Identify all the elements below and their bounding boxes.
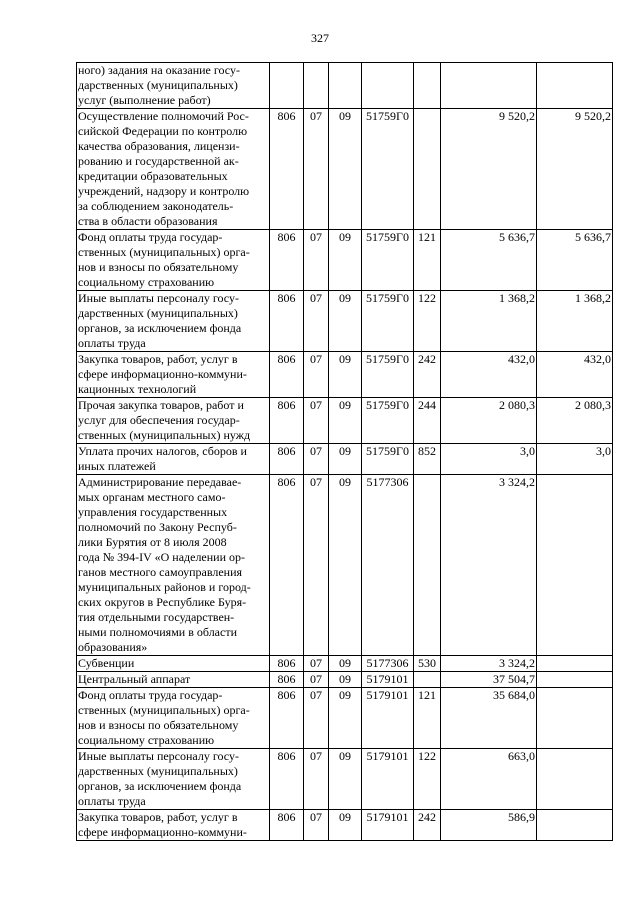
cell-item-name (77, 749, 270, 810)
cell-amount: 35 684,0 (441, 688, 537, 749)
cell-amount-2: 5 636,7 (537, 230, 613, 291)
item-name-line: рованию и государственной ак- (78, 154, 239, 168)
item-name-line: нов и взносы по обязательному (78, 718, 239, 732)
item-name-line: ственных (муниципальных) орга- (78, 703, 250, 717)
item-name-line: тия отдельными государствен- (78, 610, 235, 624)
cell-subsection: 09 (329, 230, 362, 291)
cell-ved: 806 (270, 398, 304, 444)
cell-amount: 5 636,7 (441, 230, 537, 291)
cell-section: 07 (304, 656, 329, 672)
cell-expense-type: 122 (414, 291, 441, 352)
cell-amount: 3,0 (441, 444, 537, 475)
cell-section: 07 (304, 230, 329, 291)
cell-amount-2 (537, 672, 613, 688)
cell-amount: 1 368,2 (441, 291, 537, 352)
cell-target-article (362, 63, 414, 109)
cell-target-article: 51759Г0 (362, 398, 414, 444)
budget-table (76, 62, 613, 841)
cell-ved: 806 (270, 109, 304, 230)
cell-amount: 3 324,2 (441, 656, 537, 672)
item-name-line: Закупка товаров, работ, услуг в (78, 810, 238, 824)
item-name-line: Фонд оплаты труда государ- (78, 230, 223, 244)
cell-amount: 586,9 (441, 810, 537, 841)
cell-ved: 806 (270, 230, 304, 291)
item-name-line: сфере информационно-коммуни- (78, 825, 247, 839)
cell-section: 07 (304, 475, 329, 656)
item-name-line: Иные выплаты персоналу госу- (78, 291, 239, 305)
cell-amount-2 (537, 688, 613, 749)
item-name-line: Субвенции (78, 656, 135, 670)
cell-subsection: 09 (329, 810, 362, 841)
item-name-line: Прочая закупка товаров, работ и (78, 398, 244, 412)
cell-target-article: 51759Г0 (362, 352, 414, 398)
item-name-line: Закупка товаров, работ, услуг в (78, 352, 238, 366)
cell-item-name (77, 688, 270, 749)
cell-expense-type (414, 672, 441, 688)
cell-target-article: 5179101 (362, 749, 414, 810)
cell-expense-type (414, 109, 441, 230)
cell-subsection: 09 (329, 749, 362, 810)
item-name-line: сийской Федерации по контролю (78, 124, 248, 138)
item-name-line: Уплата прочих налогов, сборов и (78, 444, 247, 458)
item-name-line: дарственных (муниципальных) (78, 306, 238, 320)
cell-amount-2 (537, 475, 613, 656)
cell-item-name (77, 444, 270, 475)
cell-amount (441, 63, 537, 109)
cell-section: 07 (304, 398, 329, 444)
table-row (77, 230, 613, 291)
item-name-line: ными полномочиями в области (78, 625, 237, 639)
cell-ved: 806 (270, 656, 304, 672)
cell-ved: 806 (270, 688, 304, 749)
item-name-line: кационных технологий (78, 382, 197, 396)
cell-amount-2: 2 080,3 (537, 398, 613, 444)
item-name-line: ного) задания на оказание госу- (78, 63, 240, 77)
cell-ved: 806 (270, 444, 304, 475)
cell-section: 07 (304, 291, 329, 352)
item-name-line: муниципальных районов и город- (78, 580, 251, 594)
table-row (77, 688, 613, 749)
cell-amount-2: 9 520,2 (537, 109, 613, 230)
cell-expense-type: 242 (414, 810, 441, 841)
cell-ved: 806 (270, 810, 304, 841)
cell-item-name (77, 230, 270, 291)
cell-amount: 2 080,3 (441, 398, 537, 444)
item-name-line: услуг (выполнение работ) (78, 93, 211, 107)
cell-subsection: 09 (329, 291, 362, 352)
table-row (77, 656, 613, 672)
cell-expense-type: 121 (414, 688, 441, 749)
item-name-line: кредитации образовательных (78, 169, 228, 183)
item-name-line: дарственных (муниципальных) (78, 78, 238, 92)
cell-section: 07 (304, 749, 329, 810)
item-name-line: лики Бурятия от 8 июля 2008 (78, 535, 227, 549)
item-name-line: оплаты труда (78, 336, 146, 350)
cell-amount: 9 520,2 (441, 109, 537, 230)
cell-section: 07 (304, 109, 329, 230)
cell-subsection: 09 (329, 109, 362, 230)
cell-ved: 806 (270, 352, 304, 398)
item-name-line: органов, за исключением фонда (78, 321, 242, 335)
cell-target-article: 5177306 (362, 475, 414, 656)
cell-target-article: 5179101 (362, 810, 414, 841)
item-name-line: Осуществление полномочий Рос- (78, 109, 249, 123)
cell-amount-2: 432,0 (537, 352, 613, 398)
cell-expense-type (414, 475, 441, 656)
item-name-line: Фонд оплаты труда государ- (78, 688, 223, 702)
cell-item-name (77, 291, 270, 352)
item-name-line: учреждений, надзору и контролю (78, 184, 250, 198)
cell-item-name (77, 475, 270, 656)
cell-ved (270, 63, 304, 109)
item-name-line: мых органам местного само- (78, 490, 226, 504)
cell-expense-type: 122 (414, 749, 441, 810)
table-row (77, 749, 613, 810)
table-row (77, 672, 613, 688)
cell-subsection: 09 (329, 475, 362, 656)
cell-amount: 432,0 (441, 352, 537, 398)
cell-expense-type: 244 (414, 398, 441, 444)
cell-item-name (77, 656, 270, 672)
item-name-line: ства в области образования (78, 214, 218, 228)
cell-target-article: 5177306 (362, 656, 414, 672)
cell-amount-2 (537, 810, 613, 841)
table-row (77, 109, 613, 230)
cell-item-name (77, 352, 270, 398)
cell-amount: 663,0 (441, 749, 537, 810)
cell-subsection: 09 (329, 672, 362, 688)
page-number: 327 (311, 31, 329, 45)
item-name-line: ских округов в Республике Буря- (78, 595, 247, 609)
cell-amount: 3 324,2 (441, 475, 537, 656)
table-row (77, 398, 613, 444)
cell-amount-2: 3,0 (537, 444, 613, 475)
cell-section: 07 (304, 444, 329, 475)
cell-ved: 806 (270, 749, 304, 810)
cell-expense-type: 121 (414, 230, 441, 291)
cell-item-name (77, 109, 270, 230)
item-name-line: нов и взносы по обязательному (78, 260, 239, 274)
cell-target-article: 51759Г0 (362, 230, 414, 291)
item-name-line: за соблюдением законодатель- (78, 199, 234, 213)
item-name-line: органов, за исключением фонда (78, 779, 242, 793)
item-name-line: социальному страхованию (78, 733, 215, 747)
table-row (77, 444, 613, 475)
cell-target-article: 5179101 (362, 672, 414, 688)
item-name-line: социальному страхованию (78, 275, 215, 289)
item-name-line: дарственных (муниципальных) (78, 764, 238, 778)
table-row (77, 63, 613, 109)
cell-subsection: 09 (329, 656, 362, 672)
cell-subsection: 09 (329, 398, 362, 444)
cell-item-name (77, 398, 270, 444)
cell-section (304, 63, 329, 109)
cell-amount-2: 1 368,2 (537, 291, 613, 352)
item-name-line: Центральный аппарат (78, 672, 191, 686)
cell-section: 07 (304, 688, 329, 749)
item-name-line: услуг для обеспечения государ- (78, 413, 240, 427)
cell-target-article: 51759Г0 (362, 291, 414, 352)
cell-ved: 806 (270, 672, 304, 688)
cell-target-article: 51759Г0 (362, 444, 414, 475)
cell-subsection: 09 (329, 444, 362, 475)
cell-target-article: 5179101 (362, 688, 414, 749)
cell-amount-2 (537, 63, 613, 109)
cell-ved: 806 (270, 475, 304, 656)
item-name-line: года № 394-IV «О наделении ор- (78, 550, 246, 564)
table-row (77, 810, 613, 841)
item-name-line: ганов местного самоуправления (78, 565, 243, 579)
cell-expense-type: 852 (414, 444, 441, 475)
cell-expense-type (414, 63, 441, 109)
item-name-line: Иные выплаты персоналу госу- (78, 749, 239, 763)
item-name-line: полномочий по Закону Респуб- (78, 520, 237, 534)
cell-ved: 806 (270, 291, 304, 352)
cell-item-name (77, 63, 270, 109)
cell-section: 07 (304, 672, 329, 688)
table-body (77, 63, 613, 841)
item-name-line: иных платежей (78, 459, 156, 473)
item-name-line: качества образования, лицензи- (78, 139, 240, 153)
cell-subsection: 09 (329, 352, 362, 398)
cell-subsection (329, 63, 362, 109)
cell-subsection: 09 (329, 688, 362, 749)
item-name-line: Администрирование передавае- (78, 475, 242, 489)
cell-amount: 37 504,7 (441, 672, 537, 688)
item-name-line: ственных (муниципальных) орга- (78, 245, 250, 259)
item-name-line: управления государственных (78, 505, 228, 519)
item-name-line: сфере информационно-коммуни- (78, 367, 247, 381)
item-name-line: образования» (78, 640, 148, 654)
table-row (77, 475, 613, 656)
cell-expense-type: 530 (414, 656, 441, 672)
cell-section: 07 (304, 352, 329, 398)
cell-item-name (77, 672, 270, 688)
item-name-line: оплаты труда (78, 794, 146, 808)
table-row (77, 352, 613, 398)
cell-item-name (77, 810, 270, 841)
table-row (77, 291, 613, 352)
cell-section: 07 (304, 810, 329, 841)
cell-target-article: 51759Г0 (362, 109, 414, 230)
item-name-line: ственных (муниципальных) нужд (78, 428, 251, 442)
cell-amount-2 (537, 749, 613, 810)
cell-amount-2 (537, 656, 613, 672)
cell-expense-type: 242 (414, 352, 441, 398)
